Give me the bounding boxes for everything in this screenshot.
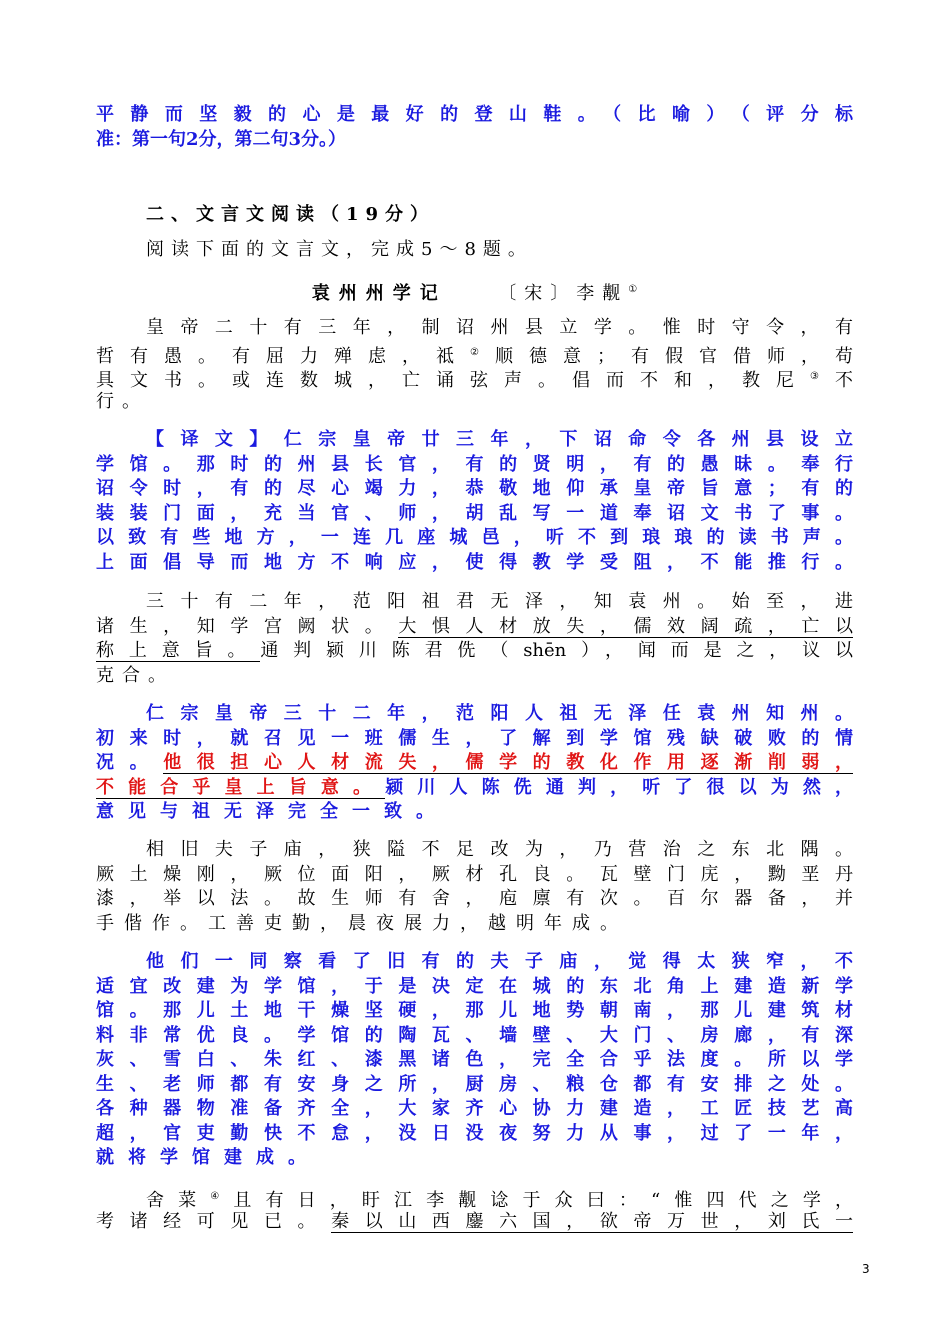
translation-2 [96, 702, 853, 825]
p3-line-3: 漆，举以法。故生师有舍，庖廪有次。百尔器备，并 [96, 888, 853, 909]
p2-line-4: 克合。 [96, 664, 174, 686]
p2-underlined-sentence: 大惧人材放失，儒效阔疏，亡以 [398, 615, 854, 637]
t3-line-4: 料非常优良。学馆的陶瓦、墙壁、大门、房廊，有深 [96, 1024, 853, 1046]
t2-highlighted-translation: 他很担心人材流失，儒学的教化作用逐渐削弱， [163, 752, 854, 773]
t3-line-6: 生、老师都有安身之所，厨房、粮仓都有安排之处。 [96, 1073, 853, 1095]
t3-line-7: 各种器物准备齐全，大家齐心协力建造，工匠技艺高 [96, 1098, 853, 1119]
t1-line-6: 上面倡导而地方不响应，使得教学受阻，不能推行。 [96, 551, 853, 573]
p3-line-4: 手偕作。工善吏勤，晨夜展力，越明年成。 [96, 912, 628, 934]
title-dynasty-author: 〔宋〕李觏 [498, 283, 629, 304]
section-block [96, 203, 853, 262]
p1-line-2b: 顺德意；有假官借师，苟 [494, 345, 853, 367]
p1-line-2 [96, 341, 853, 366]
t2-highlighted-translation-end: 不能合乎皇上旨意。 [96, 776, 386, 798]
p4-line-1 [96, 1185, 853, 1210]
t3-line-2: 适宜改建为学馆，于是决定在城的东北角上建造新学 [96, 975, 853, 997]
p4-line-2 [96, 1210, 853, 1235]
t1-line-4: 装装门面，充当官、师，胡乱写一道奉诏文书了事。 [96, 502, 853, 524]
t2-line-5: 意见与祖无泽完全一致。 [96, 801, 448, 822]
answer-block [96, 103, 853, 152]
p3-line-2: 厥土燥刚，厥位面阳，厥材孔良。瓦壁门庑，黝垩丹 [96, 863, 853, 885]
translation-3 [96, 950, 853, 1171]
p1-line-2a: 哲有愚。有屈力殚虑，祗 [96, 345, 471, 367]
classical-paragraph-4 [96, 1185, 853, 1234]
t2-line-1: 仁宗皇帝三十二年，范阳人祖无泽任袁州知州。 [146, 703, 853, 724]
p4-line-1b: 且有日，盱江李觏谂于众曰：“惟四代之学， [233, 1190, 854, 1211]
t2-line-3a: 况。 [96, 752, 164, 773]
p2-line-2a: 诸生，知学宫阙状。 [96, 615, 399, 637]
page-number: 3 [862, 1262, 870, 1276]
title-main: 袁州州学记 [311, 283, 447, 304]
p3-line-1: 相旧夫子庙，狭隘不足改为，乃营治之东北隅。 [146, 839, 853, 860]
t2-line-3 [96, 751, 853, 776]
p1-line-3b: 不 [835, 370, 853, 391]
t1-line-3: 诏令时，有的尽心竭力，恭敬地仰承皇帝旨意；有的 [96, 478, 853, 499]
t1-line-1: 【译文】仁宗皇帝廿三年，下诏命令各州县设立 [146, 429, 853, 450]
p2-underlined-sentence-end: 称上意旨。 [96, 640, 261, 661]
classical-paragraph-3 [96, 838, 853, 936]
p1-line-4: 行。 [96, 390, 148, 412]
title-footnote-mark: ① [628, 284, 638, 295]
footnote-mark-3: ③ [810, 371, 835, 382]
p4-line-1a: 舍菜 [146, 1190, 211, 1211]
translation-1 [96, 428, 853, 575]
section-heading: 二、文言文阅读（19分） [146, 204, 436, 225]
t3-line-3: 馆。那儿土地干燥坚硬，那儿地势朝南，那儿建筑材 [96, 1000, 853, 1021]
t3-line-9: 就将学馆建成。 [96, 1147, 320, 1168]
answer-line-1: 平静而坚毅的心是最好的登山鞋。（比喻）（评分标 [96, 104, 853, 125]
p2-line-3 [96, 639, 853, 664]
p2-line-1: 三十有二年，范阳祖君无泽，知袁州。始至，进 [146, 591, 853, 612]
classical-paragraph-2 [96, 590, 853, 688]
p2-line-2 [96, 615, 853, 640]
p4-line-2a: 考诸经可见已。 [96, 1210, 332, 1232]
t3-line-8: 超，官吏勤快不怠，没日没夜努力从事，过了一年， [96, 1122, 853, 1144]
classical-paragraph-1 [96, 316, 853, 414]
t1-line-2: 学馆。那时的州县长官，有的贤明，有的愚昧。奉行 [96, 453, 853, 475]
footnote-mark-4: ④ [210, 1191, 234, 1202]
t2-line-4 [96, 776, 853, 801]
t2-line-4b: 颍川人陈侁通判，听了很以为然， [385, 776, 854, 798]
p1-line-1: 皇帝二十有三年，制诏州县立学。惟时守令，有 [146, 317, 853, 338]
essay-title [96, 278, 853, 306]
footnote-mark-2: ② [470, 346, 495, 358]
t3-line-5: 灰、雪白、朱红、漆黑诸色，完全合乎法度。所以学 [96, 1049, 853, 1070]
section-instruction: 阅读下面的文言文，完成5～8题。 [146, 238, 533, 260]
t1-line-5: 以致有些地方，一连几座城邑，听不到琅琅的读书声。 [96, 527, 853, 548]
answer-line-2: 准：第一句2分，第二句3分。） [96, 128, 347, 150]
t3-line-1: 他们一同察看了旧有的夫子庙，觉得太狭窄，不 [146, 951, 853, 972]
p1-line-3a: 具文书。或连数城，亡诵弦声。倡而不和，教尼 [96, 370, 811, 391]
p4-underlined-sentence: 秦以山西鏖六国，欲帝万世，刘氏一 [331, 1210, 854, 1232]
p2-line-3b: 通判颍川陈君侁（shēn），闻而是之，议以 [260, 640, 854, 661]
p1-line-3 [96, 365, 853, 390]
t2-line-2: 初来时，就召见一班儒生，了解到学馆残缺破败的情 [96, 727, 853, 749]
